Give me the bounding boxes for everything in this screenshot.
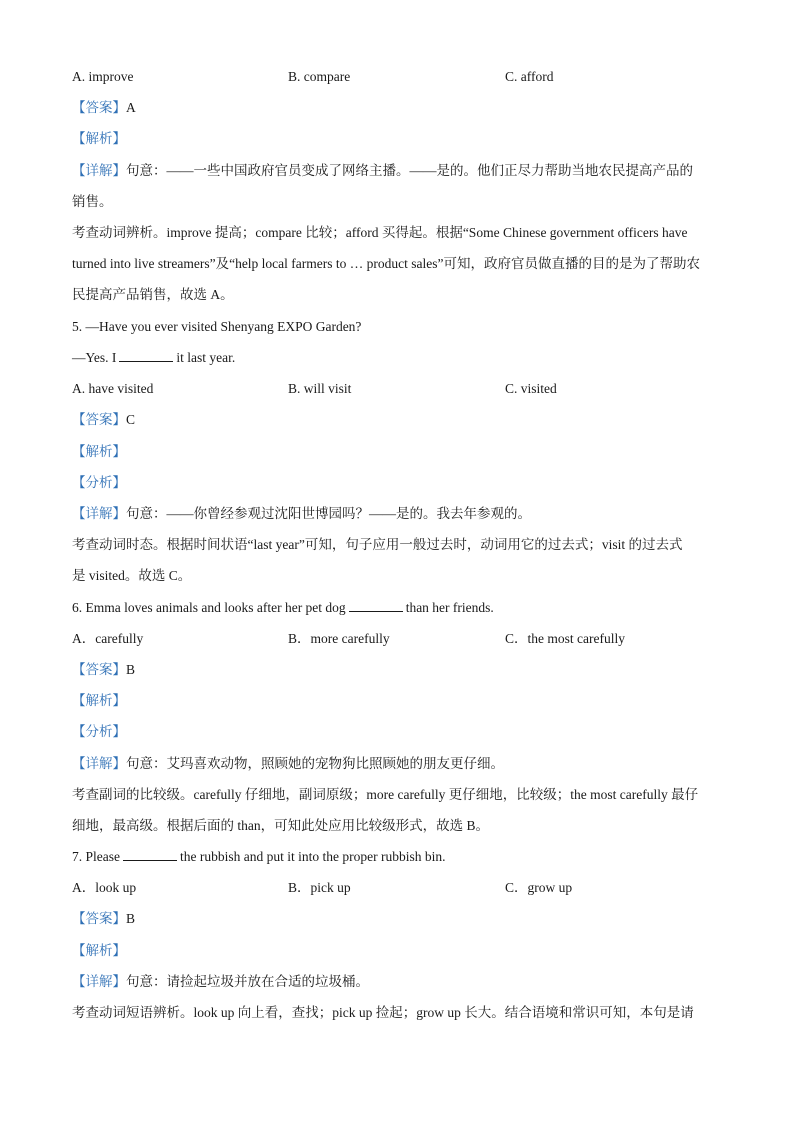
- answer-value: A: [126, 100, 136, 115]
- q7-option-a: A．look up: [72, 880, 137, 895]
- q6-answer: 【答案】B: [72, 662, 136, 677]
- q6-detail-line: 细地，最高级。根据后面的 than，可知此处应用比较级形式，故选 B。: [72, 818, 489, 833]
- q4-option-a: A. improve: [72, 69, 134, 84]
- q7-analysis-tag: 【解析】: [72, 943, 126, 958]
- q5-option-c: C. visited: [505, 381, 557, 396]
- q6-analysis-tag: 【解析】: [72, 693, 126, 708]
- q5-analysis-tag: 【解析】: [72, 444, 126, 459]
- answer-blank: [349, 599, 403, 612]
- q5-fenxi-tag: 【分析】: [72, 475, 126, 490]
- q5-detail-line: 是 visited。故选 C。: [72, 568, 192, 583]
- q4-option-b: B. compare: [288, 69, 351, 84]
- q4-detail-line: 【详解】句意：——一些中国政府官员变成了网络主播。——是的。他们正尽力帮助当地农民提高产品的: [72, 163, 693, 178]
- answer-tag: 【答案】: [72, 100, 126, 115]
- q6-option-a: A．carefully: [72, 631, 144, 646]
- q4-answer: [72, 99, 722, 117]
- q5-question-line2: —Yes. I it last year.: [72, 350, 236, 365]
- q7-question: 7. Please the rubbish and put it into the proper rubbish bin.: [72, 849, 446, 864]
- q5-detail-line: 【详解】句意：——你曾经参观过沈阳世博园吗？——是的。我去年参观的。: [72, 506, 531, 521]
- q6-detail-line: 考查副词的比较级。carefully 仔细地，副词原级；more carefully 更仔细地，比较级；the most carefully 最仔: [72, 787, 699, 802]
- q7-detail-line: 考查动词短语辨析。look up 向上看，查找；pick up 捡起；grow up 长大。结合语境和常识可知，本句是请: [72, 1005, 694, 1020]
- q6-detail-line: 【详解】句意：艾玛喜欢动物，照顾她的宠物狗比照顾她的朋友更仔细。: [72, 756, 504, 771]
- q7-option-b: B．pick up: [288, 880, 351, 895]
- q6-option-c: C．the most carefully: [505, 631, 625, 646]
- q4-detail-line: turned into live streamers”及“help local farmers to … product sales”可知，政府官员做直播的目的是为了帮助农: [72, 256, 700, 271]
- q4-option-c: C. afford: [505, 69, 554, 84]
- answer-blank: [123, 848, 177, 861]
- q7-detail-line: 【详解】句意：请捡起垃圾并放在合适的垃圾桶。: [72, 974, 369, 989]
- q5-answer: 【答案】C: [72, 412, 136, 427]
- q4-detail-line: 民提高产品销售，故选 A。: [72, 287, 234, 302]
- q5-option-b: B. will visit: [288, 381, 352, 396]
- detail-tag: 【详解】: [72, 163, 126, 178]
- q6-option-b: B．more carefully: [288, 631, 390, 646]
- answer-blank: [119, 349, 173, 362]
- q7-option-c: C．grow up: [505, 880, 573, 895]
- q5-detail-line: 考查动词时态。根据时间状语“last year”可知，句子应用一般过去时，动词用它的过去式；visit 的过去式: [72, 537, 683, 552]
- q5-question: 5. —Have you ever visited Shenyang EXPO Garden?: [72, 319, 362, 334]
- q6-question: 6. Emma loves animals and looks after her pet dog than her friends.: [72, 600, 494, 615]
- q4-detail-line: 销售。: [72, 194, 113, 209]
- q5-option-a: A. have visited: [72, 381, 154, 396]
- q7-answer: 【答案】B: [72, 911, 136, 926]
- q6-fenxi-tag: 【分析】: [72, 724, 126, 739]
- q4-analysis-tag: 【解析】: [72, 131, 126, 146]
- q4-detail-line: 考查动词辨析。improve 提高；compare 比较；afford 买得起。根据“Some Chinese government officers have: [72, 225, 688, 240]
